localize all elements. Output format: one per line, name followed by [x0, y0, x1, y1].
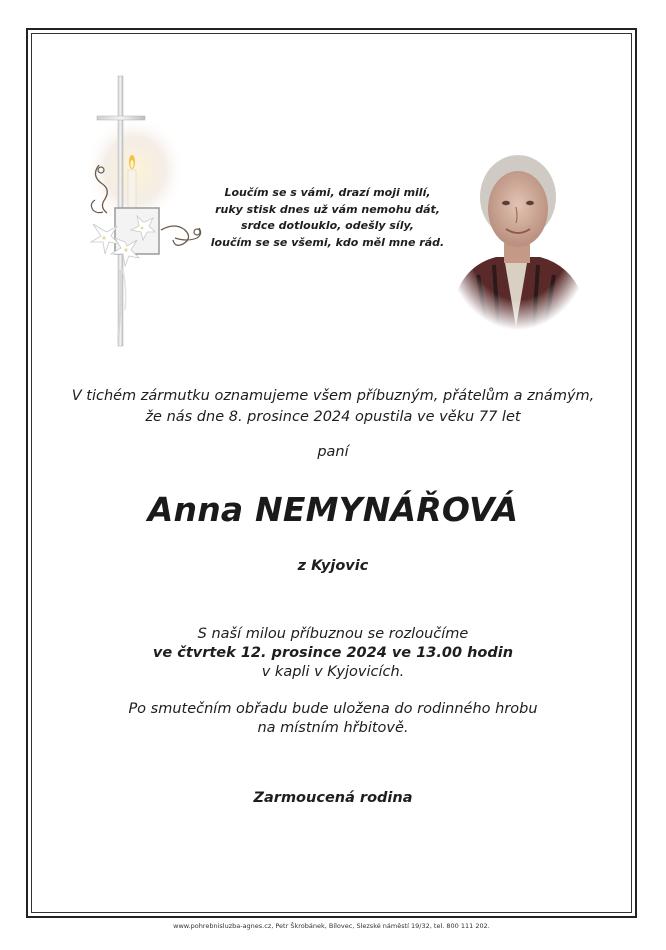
title-word: paní — [317, 444, 349, 460]
announcement — [60, 386, 606, 428]
poem-line: ruky stisk dnes už vám nemohu dát, — [215, 202, 440, 216]
signature: Zarmoucená rodina — [253, 790, 413, 806]
footer-contact: www.pohrebnisluzba-agnes.cz, Petr Škrobánek, Bílovec, Slezské náměstí 19/32, tel. 800 111 202. — [173, 922, 490, 930]
deceased-origin: z Kyjovic — [297, 558, 369, 574]
poem-line: Loučím se s vámi, drazí moji milí, — [224, 186, 431, 199]
poem-line: srdce dotlouklo, odešly síly, — [241, 219, 414, 232]
cross-candle-lily-icon — [85, 70, 215, 355]
deceased-name: Anna NEMYNÁŘOVÁ — [147, 490, 519, 529]
ceremony-place: v kapli v Kyjovicích. — [261, 664, 405, 680]
announcement-line: že nás dne 8. prosince 2024 opustila ve věku 77 let — [145, 409, 521, 425]
person-portrait — [448, 145, 588, 330]
poem-line: loučím se se všemi, kdo měl mne rád. — [210, 235, 445, 249]
burial-line: na místním hřbitově. — [257, 720, 409, 736]
ceremony-date: ve čtvrtek 12. prosince 2024 ve 13.00 hodin — [152, 645, 514, 661]
farewell-poem — [205, 185, 450, 251]
announcement-line: V tichém zármutku oznamujeme všem příbuzným, přátelům a známým, — [71, 388, 595, 404]
ceremony-line: S naší milou příbuznou se rozloučíme — [197, 626, 469, 642]
burial-info — [60, 700, 606, 738]
ceremony-info — [60, 625, 606, 682]
burial-line: Po smutečním obřadu bude uložena do rodinného hrobu — [128, 701, 538, 717]
